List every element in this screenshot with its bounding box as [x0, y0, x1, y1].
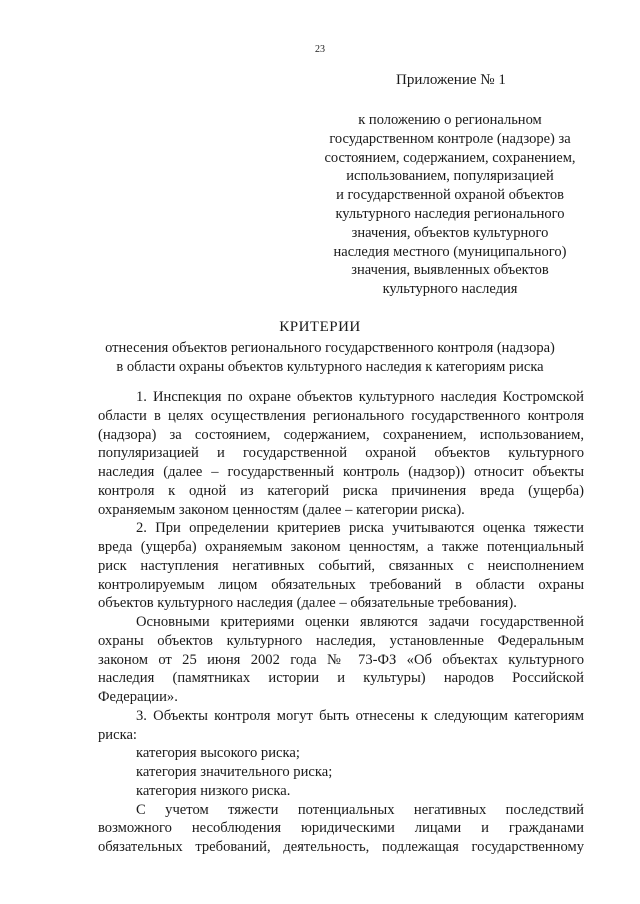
document-subheading: [0, 339, 640, 376]
text-line: возможного несоблюдения юридическими лицами и гражданами: [98, 820, 584, 837]
risk-category-list: [98, 744, 584, 800]
document-heading: КРИТЕРИИ: [279, 319, 361, 335]
appendix-line: значения, выявленных объектов: [351, 262, 549, 279]
text-line: 1. Инспекция по охране объектов культурного наследия Костромской: [136, 389, 584, 405]
paragraph-4: [98, 707, 584, 745]
text-line: области в целях осуществления регионального государственного контроля: [98, 407, 584, 424]
text-line: популяризацией и государственной охраной объектов культурного: [98, 445, 584, 462]
paragraph-1: [98, 388, 584, 519]
list-item: категория низкого риска.: [136, 782, 291, 799]
appendix-line: к положению о региональном: [358, 112, 542, 128]
text-line: законом от 25 июня 2002 года № 73-ФЗ «Об объектах культурного: [98, 651, 584, 668]
text-line: охраняемым законом ценностям (далее – категории риска).: [98, 501, 465, 518]
appendix-line: использованием, популяризацией: [346, 168, 554, 185]
appendix-line: культурного наследия регионального: [335, 205, 565, 222]
text-line: вреда (ущерба) охраняемым законом ценностям, а также потенциальный: [98, 539, 584, 555]
text-line: контроля к одной из категорий риска причинения вреда (ущерба): [98, 482, 584, 499]
text-line: охраны объектов культурного наследия, установленные Федеральным: [98, 632, 584, 649]
text-line: 3. Объекты контроля могут быть отнесены к следующим категориям: [136, 707, 584, 724]
list-item: категория высокого риска;: [136, 745, 300, 762]
text-line: С учетом тяжести потенциальных негативных последствий: [136, 801, 584, 818]
appendix-title: Приложение № 1: [396, 72, 506, 88]
appendix-line: культурного наследия: [382, 281, 518, 298]
text-line: объектов культурного наследия (далее – обязательные требования).: [98, 595, 517, 612]
text-line: риска:: [98, 726, 137, 743]
text-line: наследия (далее – государственный контроль (надзор)) относит объекты: [98, 464, 584, 480]
text-line: Основными критериями оценки являются задачи государственной: [136, 614, 584, 630]
appendix-line: состоянием, содержанием, сохранением,: [324, 149, 576, 166]
appendix-line: государственном контроле (надзоре) за: [329, 130, 571, 147]
paragraph-5: [98, 801, 584, 857]
text-line: (надзора) за состоянием, содержанием, сохранением, использованием,: [98, 426, 584, 443]
paragraph-2: [98, 519, 584, 613]
text-line: Федерации».: [98, 689, 178, 705]
text-line: контролируемым лицом обязательных требований в области охраны: [98, 576, 584, 593]
paragraph-3: [98, 613, 584, 707]
text-line: обязательных требований, деятельность, подлежащая государственному: [98, 839, 584, 855]
subheading-line: отнесения объектов регионального государственного контроля (надзора): [105, 340, 555, 356]
text-line: наследия (памятниках истории и культуры) народов Российской: [98, 670, 584, 687]
page-number: 23: [315, 44, 325, 55]
appendix-line: значения, объектов культурного: [351, 224, 549, 241]
list-item: категория значительного риска;: [136, 764, 333, 780]
appendix-line: наследия местного (муниципального): [333, 243, 567, 260]
subheading-line: в области охраны объектов культурного наследия к категориям риска: [116, 358, 544, 375]
text-line: риск наступления негативных событий, связанных с неисполнением: [98, 557, 584, 574]
document-body: [98, 388, 584, 857]
text-line: 2. При определении критериев риска учитываются оценка тяжести: [136, 520, 584, 537]
appendix-line: и государственной охраной объектов: [336, 187, 564, 204]
appendix-caption: [300, 111, 600, 299]
